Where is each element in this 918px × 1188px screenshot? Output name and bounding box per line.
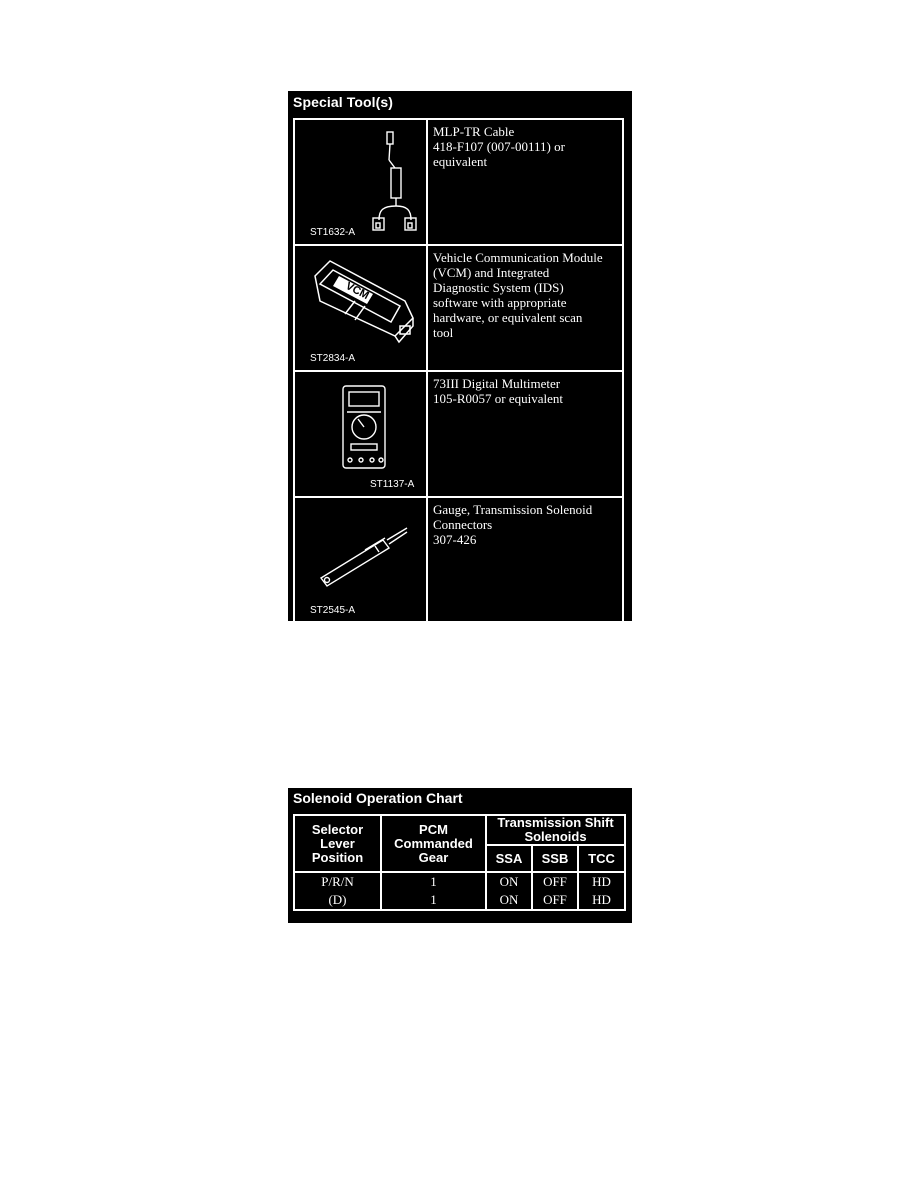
tool-description-line: Gauge, Transmission Solenoid [433, 502, 593, 517]
table-row [294, 891, 625, 910]
tool-image-cell [294, 119, 427, 245]
tool-description-line: 418-F107 (007-00111) or [433, 139, 565, 154]
tool-description [427, 371, 623, 497]
tool-description-line: equivalent [433, 154, 488, 169]
cell-selector: (D) [294, 891, 381, 910]
tool-row [294, 119, 623, 245]
tool-description-line: 73III Digital Multimeter [433, 376, 561, 391]
tool-row [294, 497, 623, 623]
tool-description-line: 307-426 [433, 532, 477, 547]
tool-description-line: 105-R0057 or equivalent [433, 391, 563, 406]
header-ssa: SSA [486, 845, 532, 872]
header-ssb: SSB [532, 845, 578, 872]
solenoid-gauge-icon [295, 498, 426, 618]
special-tools-title: Special Tool(s) [293, 94, 394, 110]
cell-tcc: HD [578, 872, 625, 891]
tool-caption: ST2834-A [310, 353, 356, 364]
svg-text:VCM: VCM [343, 280, 371, 303]
tool-image-cell [294, 245, 427, 371]
table-row [294, 872, 625, 891]
header-pcm-commanded-gear: PCM Commanded Gear [381, 815, 486, 872]
tool-row [294, 371, 623, 497]
solenoid-chart-panel [288, 788, 632, 923]
tool-description-line: software with appropriate [433, 295, 567, 310]
tool-caption: ST1632-A [310, 227, 356, 238]
tool-description [427, 497, 623, 623]
header-transmission-shift-solenoids: Transmission Shift Solenoids [486, 815, 625, 845]
tool-row [294, 245, 623, 371]
cell-selector: P/R/N [294, 872, 381, 891]
header-tcc: TCC [578, 845, 625, 872]
tool-description-line: MLP-TR Cable [433, 124, 515, 139]
tool-caption: ST1137-A [370, 479, 415, 490]
tool-description [427, 119, 623, 245]
tool-image-cell [294, 497, 427, 623]
tool-description-line: Connectors [433, 517, 493, 532]
solenoid-chart-table [293, 814, 626, 911]
tool-description-line: tool [433, 325, 454, 340]
cable-icon [295, 120, 426, 240]
cell-gear: 1 [381, 891, 486, 910]
cell-ssb: OFF [532, 872, 578, 891]
tool-description-line: hardware, or equivalent scan [433, 310, 583, 325]
special-tools-table [293, 118, 624, 624]
cell-ssb: OFF [532, 891, 578, 910]
cell-ssa: ON [486, 891, 532, 910]
cell-tcc: HD [578, 891, 625, 910]
tool-caption: ST2545-A [310, 605, 356, 616]
multimeter-icon [295, 372, 426, 492]
tool-description [427, 245, 623, 371]
tool-image-cell [294, 371, 427, 497]
tool-description-line: (VCM) and Integrated [433, 265, 550, 280]
tool-description-line: Diagnostic System (IDS) [433, 280, 564, 295]
vcm-module-icon [295, 246, 426, 366]
tool-description-line: Vehicle Communication Module [433, 250, 603, 265]
special-tools-panel [288, 91, 632, 621]
solenoid-chart-title: Solenoid Operation Chart [293, 790, 463, 806]
header-selector-lever-position: Selector Lever Position [294, 815, 381, 872]
cell-gear: 1 [381, 872, 486, 891]
cell-ssa: ON [486, 872, 532, 891]
